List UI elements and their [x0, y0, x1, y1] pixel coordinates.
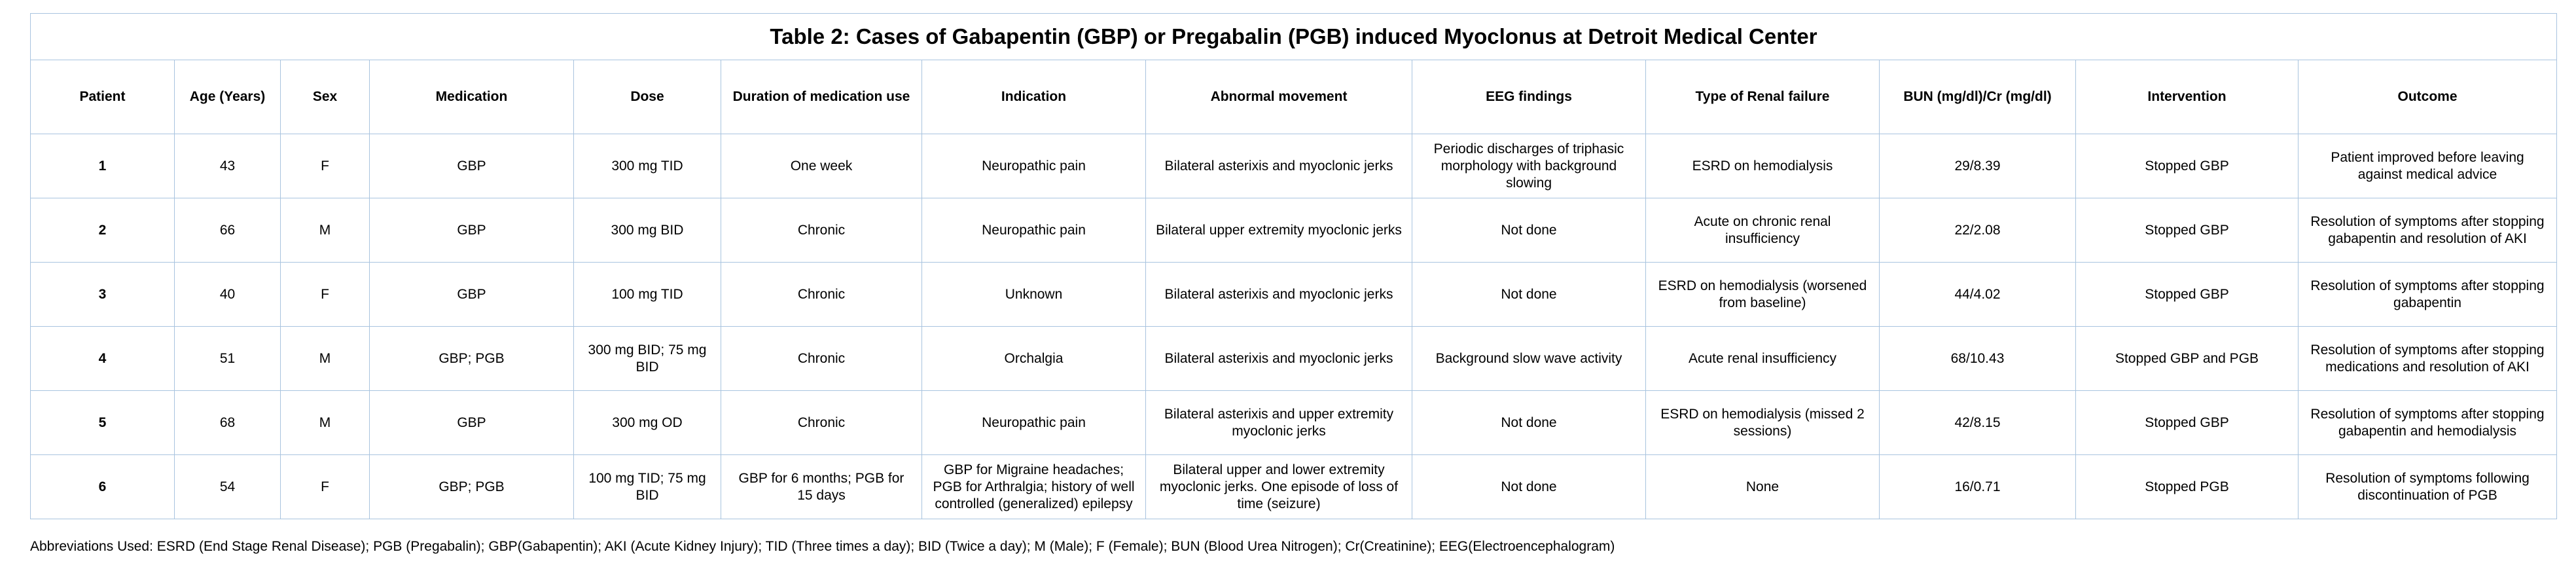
table-row: [31, 134, 2557, 198]
cell-patient: 1: [31, 134, 175, 198]
cell-duration: Chronic: [721, 263, 922, 327]
cell-eeg-findings: Background slow wave activity: [1412, 327, 1646, 391]
table-row: [31, 263, 2557, 327]
table-row: [31, 455, 2557, 519]
table-row: [31, 327, 2557, 391]
table-title: Table 2: Cases of Gabapentin (GBP) or Pregabalin (PGB) induced Myoclonus at Detroit Medical Center: [31, 14, 2557, 60]
cell-indication: Neuropathic pain: [922, 134, 1146, 198]
cell-dose: 300 mg OD: [574, 391, 721, 455]
cell-duration: Chronic: [721, 327, 922, 391]
cell-intervention: Stopped GBP: [2076, 134, 2299, 198]
cell-sex: M: [281, 391, 370, 455]
cell-dose: 300 mg TID: [574, 134, 721, 198]
cell-age: 66: [175, 198, 281, 263]
cell-sex: M: [281, 198, 370, 263]
header-intervention: Intervention: [2076, 60, 2299, 134]
header-eeg-findings: EEG findings: [1412, 60, 1646, 134]
cell-duration: Chronic: [721, 391, 922, 455]
cell-age: 54: [175, 455, 281, 519]
cell-abnormal-movement: Bilateral upper extremity myoclonic jerks: [1146, 198, 1412, 263]
cell-outcome: Resolution of symptoms following discontinuation of PGB: [2299, 455, 2557, 519]
cell-intervention: Stopped GBP: [2076, 263, 2299, 327]
cell-patient: 2: [31, 198, 175, 263]
cell-eeg-findings: Not done: [1412, 263, 1646, 327]
cell-abnormal-movement: Bilateral upper and lower extremity myoclonic jerks. One episode of loss of time (seizure): [1146, 455, 1412, 519]
cell-medication: GBP: [370, 134, 574, 198]
cell-eeg-findings: Periodic discharges of triphasic morphology with background slowing: [1412, 134, 1646, 198]
cell-sex: F: [281, 263, 370, 327]
header-duration: Duration of medication use: [721, 60, 922, 134]
cell-indication: Orchalgia: [922, 327, 1146, 391]
cell-outcome: Resolution of symptoms after stopping gabapentin: [2299, 263, 2557, 327]
cell-duration: One week: [721, 134, 922, 198]
cell-age: 51: [175, 327, 281, 391]
cell-bun-cr: 68/10.43: [1880, 327, 2076, 391]
cell-eeg-findings: Not done: [1412, 455, 1646, 519]
cell-indication: Neuropathic pain: [922, 391, 1146, 455]
header-abnormal-movement: Abnormal movement: [1146, 60, 1412, 134]
cell-bun-cr: 16/0.71: [1880, 455, 2076, 519]
cell-eeg-findings: Not done: [1412, 391, 1646, 455]
cell-age: 40: [175, 263, 281, 327]
cases-table: [30, 13, 2557, 519]
cell-intervention: Stopped GBP: [2076, 198, 2299, 263]
abbreviations-note: Abbreviations Used: ESRD (End Stage Renal Disease); PGB (Pregabalin); GBP(Gabapentin); AKI (Acute Kidney Injury); TID (Three times a day); BID (Twice a day); M (Male); F (Female); BUN (Blood Urea Nitrogen); Cr(Creatinine); EEG(Electroencephalogram): [30, 539, 1615, 554]
cell-bun-cr: 29/8.39: [1880, 134, 2076, 198]
header-medication: Medication: [370, 60, 574, 134]
cell-dose: 100 mg TID; 75 mg BID: [574, 455, 721, 519]
cell-abnormal-movement: Bilateral asterixis and myoclonic jerks: [1146, 263, 1412, 327]
cell-medication: GBP: [370, 263, 574, 327]
table-body: [31, 134, 2557, 519]
cell-bun-cr: 22/2.08: [1880, 198, 2076, 263]
cell-renal-failure: None: [1646, 455, 1880, 519]
cell-renal-failure: ESRD on hemodialysis: [1646, 134, 1880, 198]
cell-patient: 6: [31, 455, 175, 519]
cell-intervention: Stopped GBP: [2076, 391, 2299, 455]
header-bun-cr: BUN (mg/dl)/Cr (mg/dl): [1880, 60, 2076, 134]
cell-duration: Chronic: [721, 198, 922, 263]
cell-indication: Unknown: [922, 263, 1146, 327]
cell-outcome: Resolution of symptoms after stopping gabapentin and hemodialysis: [2299, 391, 2557, 455]
cell-outcome: Patient improved before leaving against medical advice: [2299, 134, 2557, 198]
cell-bun-cr: 42/8.15: [1880, 391, 2076, 455]
cell-age: 43: [175, 134, 281, 198]
header-patient: Patient: [31, 60, 175, 134]
cell-patient: 3: [31, 263, 175, 327]
cell-age: 68: [175, 391, 281, 455]
header-age: Age (Years): [175, 60, 281, 134]
cell-renal-failure: Acute on chronic renal insufficiency: [1646, 198, 1880, 263]
cell-renal-failure: ESRD on hemodialysis (missed 2 sessions): [1646, 391, 1880, 455]
cell-abnormal-movement: Bilateral asterixis and myoclonic jerks: [1146, 134, 1412, 198]
header-outcome: Outcome: [2299, 60, 2557, 134]
cell-medication: GBP; PGB: [370, 327, 574, 391]
cell-sex: M: [281, 327, 370, 391]
cell-dose: 300 mg BID; 75 mg BID: [574, 327, 721, 391]
header-renal-failure: Type of Renal failure: [1646, 60, 1880, 134]
cell-indication: Neuropathic pain: [922, 198, 1146, 263]
cell-sex: F: [281, 134, 370, 198]
cell-renal-failure: ESRD on hemodialysis (worsened from baseline): [1646, 263, 1880, 327]
cell-eeg-findings: Not done: [1412, 198, 1646, 263]
header-sex: Sex: [281, 60, 370, 134]
cell-duration: GBP for 6 months; PGB for 15 days: [721, 455, 922, 519]
cell-medication: GBP: [370, 391, 574, 455]
cell-intervention: Stopped PGB: [2076, 455, 2299, 519]
header-row: [31, 60, 2557, 134]
header-indication: Indication: [922, 60, 1146, 134]
cell-indication: GBP for Migraine headaches; PGB for Arthralgia; history of well controlled (generalized) epilepsy: [922, 455, 1146, 519]
cell-dose: 100 mg TID: [574, 263, 721, 327]
table-row: [31, 391, 2557, 455]
cell-outcome: Resolution of symptoms after stopping gabapentin and resolution of AKI: [2299, 198, 2557, 263]
cell-abnormal-movement: Bilateral asterixis and upper extremity myoclonic jerks: [1146, 391, 1412, 455]
header-dose: Dose: [574, 60, 721, 134]
cell-patient: 5: [31, 391, 175, 455]
cell-bun-cr: 44/4.02: [1880, 263, 2076, 327]
cell-renal-failure: Acute renal insufficiency: [1646, 327, 1880, 391]
cell-medication: GBP; PGB: [370, 455, 574, 519]
cell-sex: F: [281, 455, 370, 519]
table-container: [30, 13, 2576, 519]
cell-intervention: Stopped GBP and PGB: [2076, 327, 2299, 391]
cell-outcome: Resolution of symptoms after stopping medications and resolution of AKI: [2299, 327, 2557, 391]
cell-medication: GBP: [370, 198, 574, 263]
cell-abnormal-movement: Bilateral asterixis and myoclonic jerks: [1146, 327, 1412, 391]
cell-dose: 300 mg BID: [574, 198, 721, 263]
cell-patient: 4: [31, 327, 175, 391]
table-row: [31, 198, 2557, 263]
